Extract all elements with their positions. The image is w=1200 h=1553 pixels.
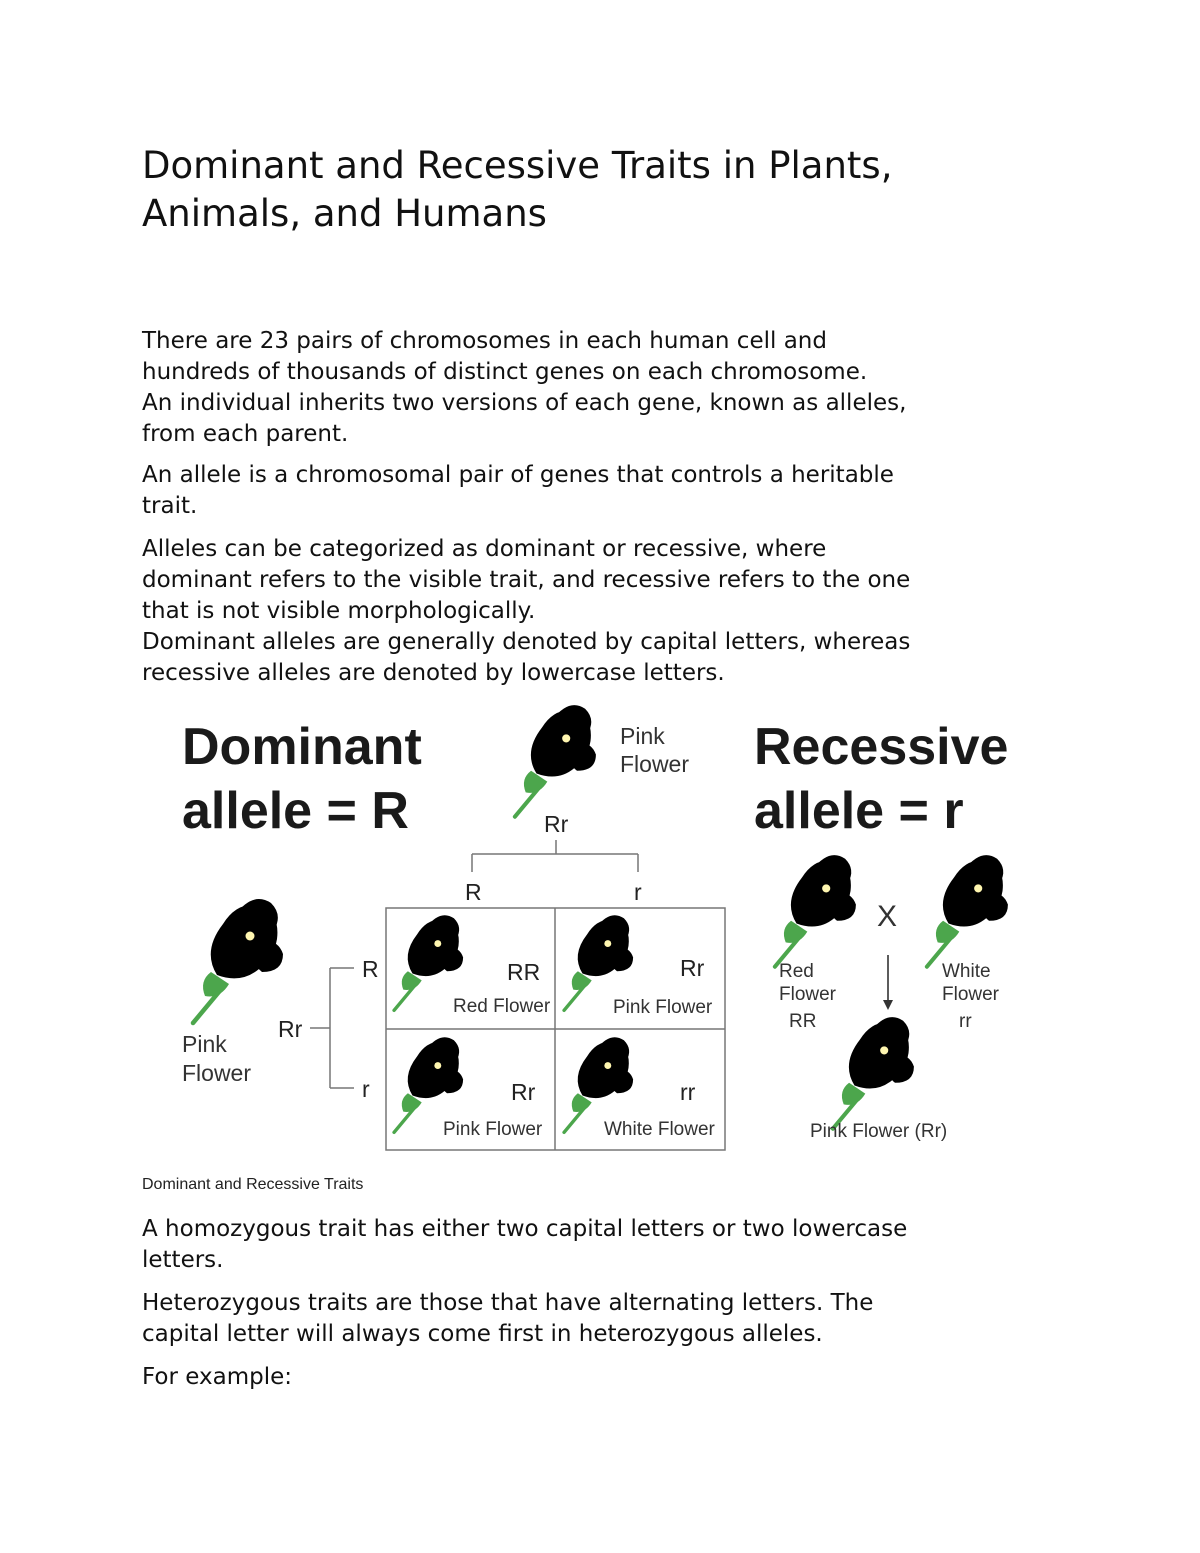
top-parent-genotype: Rr xyxy=(544,811,569,837)
top-bracket xyxy=(472,840,638,872)
paragraph-chromosomes xyxy=(142,326,1062,450)
cross-left-label-line-2: Flower xyxy=(779,984,837,1005)
title-line-1: Dominant and Recessive Traits in Plants, xyxy=(142,144,893,187)
top-allele-r: r xyxy=(634,879,642,905)
cell-genotype: Rr xyxy=(680,955,705,981)
text-line: hundreds of thousands of distinct genes on each chromosome. xyxy=(142,359,868,385)
text-line: An individual inherits two versions of each gene, known as alleles, xyxy=(142,390,907,416)
recessive-heading-line-2: allele = r xyxy=(754,782,964,840)
punnett-cell-RR xyxy=(394,915,551,1017)
side-allele-R: R xyxy=(362,956,379,982)
top-allele-R: R xyxy=(465,879,482,905)
cross-result-label: Pink Flower (Rr) xyxy=(810,1121,948,1142)
top-parent-label-line-2: Flower xyxy=(620,751,690,777)
side-allele-r: r xyxy=(362,1076,370,1102)
cell-label: White Flower xyxy=(604,1119,715,1140)
paragraph-homozygous xyxy=(142,1214,1062,1276)
side-parent-label-line-2: Flower xyxy=(182,1060,252,1086)
text-line: Dominant alleles are generally denoted by capital letters, whereas xyxy=(142,629,911,655)
text-line: capital letter will always come first in heterozygous alleles. xyxy=(142,1321,823,1347)
paragraph-for-example xyxy=(142,1362,1062,1393)
text-line: that is not visible morphologically. xyxy=(142,598,536,624)
text-line: recessive alleles are denoted by lowercase letters. xyxy=(142,660,725,686)
punnett-square-figure xyxy=(170,700,1060,1160)
offspring-flower-icon xyxy=(833,1017,914,1129)
text-line: An allele is a chromosomal pair of genes that controls a heritable xyxy=(142,462,894,488)
side-parent-flower-icon xyxy=(193,899,283,1023)
cross-left-label-line-1: Red xyxy=(779,961,814,982)
figure-caption: Dominant and Recessive Traits xyxy=(142,1176,364,1193)
punnett-cell-Rr-top xyxy=(564,915,713,1018)
paragraph-dominant-recessive xyxy=(142,534,1062,689)
cross-right-label-line-2: Flower xyxy=(942,984,1000,1005)
text-line: There are 23 pairs of chromosomes in each human cell and xyxy=(142,328,827,354)
red-parent-flower-icon xyxy=(775,855,856,967)
cell-label: Red Flower xyxy=(453,996,551,1017)
top-parent-label-line-1: Pink xyxy=(620,723,665,749)
punnett-cell-Rr-bottom xyxy=(394,1037,543,1140)
side-parent-genotype: Rr xyxy=(278,1016,303,1042)
text-line: dominant refers to the visible trait, and recessive refers to the one xyxy=(142,567,911,593)
cross-symbol: X xyxy=(877,900,898,933)
dominant-heading-line-1: Dominant xyxy=(182,718,422,776)
text-line: trait. xyxy=(142,493,198,519)
title-line-2: Animals, and Humans xyxy=(142,192,547,235)
punnett-cell-rr xyxy=(564,1037,715,1140)
text-line: A homozygous trait has either two capital letters or two lowercase xyxy=(142,1216,908,1242)
text-line: Heterozygous traits are those that have alternating letters. The xyxy=(142,1290,874,1316)
text-line: letters. xyxy=(142,1247,224,1273)
down-arrow-icon xyxy=(883,955,893,1010)
recessive-heading-line-1: Recessive xyxy=(754,718,1009,776)
cell-label: Pink Flower xyxy=(443,1119,543,1140)
dominant-heading-line-2: allele = R xyxy=(182,782,409,840)
cell-label: Pink Flower xyxy=(613,997,713,1018)
cell-genotype: rr xyxy=(680,1079,696,1105)
text-line: from each parent. xyxy=(142,421,349,447)
text-line: Alleles can be categorized as dominant or recessive, where xyxy=(142,536,827,562)
cross-right-genotype: rr xyxy=(959,1011,972,1032)
paragraph-allele-definition xyxy=(142,460,1062,522)
side-parent-label-line-1: Pink xyxy=(182,1031,227,1057)
page-title xyxy=(142,142,1102,238)
cross-right-label-line-1: White xyxy=(942,961,991,982)
cell-genotype: RR xyxy=(507,959,541,985)
cell-genotype: Rr xyxy=(511,1079,536,1105)
white-parent-flower-icon xyxy=(927,855,1008,967)
side-bracket xyxy=(310,968,354,1088)
text-line: For example: xyxy=(142,1364,292,1390)
paragraph-heterozygous xyxy=(142,1288,1062,1350)
top-parent-flower-icon xyxy=(515,705,596,817)
cross-left-genotype: RR xyxy=(789,1011,817,1032)
